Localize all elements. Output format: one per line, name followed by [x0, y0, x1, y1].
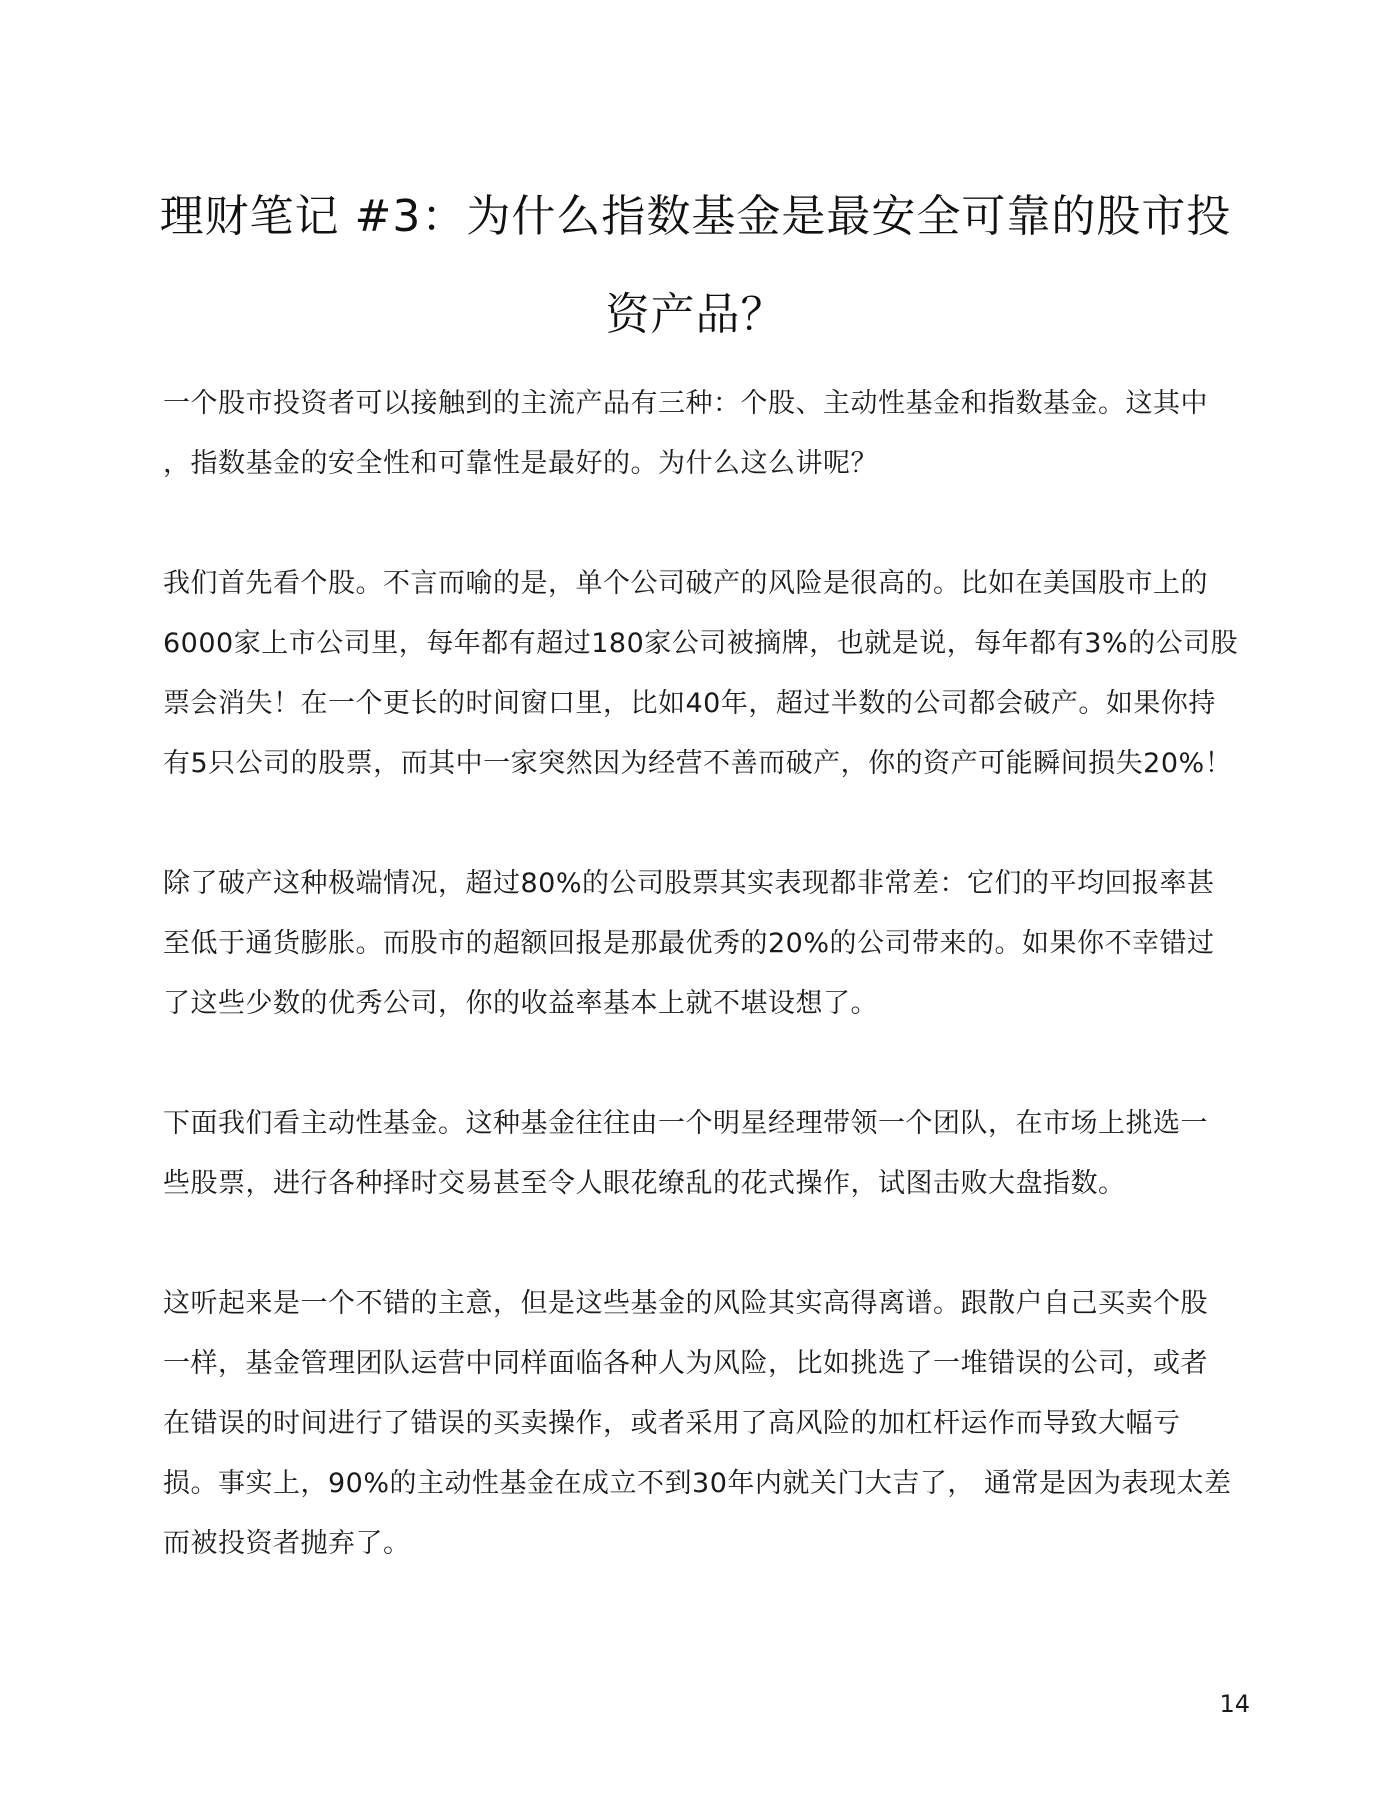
text-line: 除了破产这种极端情况，超过80%的公司股票其实表现都非常差：它们的平均回报率甚	[163, 868, 1215, 899]
title-line: 资产品？	[605, 289, 786, 340]
text-line: 下面我们看主动性基金。这种基金往往由一个明星经理带领一个团队，在市场上挑选一	[163, 1108, 1208, 1139]
page-number: 14	[1219, 1690, 1250, 1718]
paragraph-stock-returns	[163, 854, 1213, 1034]
text-line: 至低于通货膨胀。而股市的超额回报是那最优秀的20%的公司带来的。如果你不幸错过	[163, 928, 1215, 959]
paragraph-individual-stocks	[163, 554, 1239, 794]
text-line: 了这些少数的优秀公司，你的收益率基本上就不堪设想了。	[163, 988, 878, 1019]
text-line: 有5只公司的股票，而其中一家突然因为经营不善而破产，你的资产可能瞬间损失20%！	[163, 748, 1233, 779]
text-line: 一个股市投资者可以接触到的主流产品有三种：个股、主动性基金和指数基金。这其中	[163, 388, 1208, 419]
text-line: 在错误的时间进行了错误的买卖操作，或者采用了高风险的加杠杆运作而导致大幅亏	[163, 1408, 1181, 1439]
text-line: 一样，基金管理团队运营中同样面临各种人为风险，比如挑选了一堆错误的公司，或者	[163, 1348, 1208, 1379]
paragraph-intro	[163, 374, 1213, 494]
title-line: 理财笔记 #3：为什么指数基金是最安全可靠的股市投	[159, 191, 1232, 242]
text-line: 而被投资者抛弃了。	[163, 1528, 411, 1559]
paragraph-active-fund-risk	[163, 1274, 1232, 1574]
page-title	[150, 168, 1241, 364]
text-line: 这听起来是一个不错的主意，但是这些基金的风险其实高得离谱。跟散户自己买卖个股	[163, 1288, 1208, 1319]
text-line: 些股票，进行各种择时交易甚至令人眼花缭乱的花式操作，试图击败大盘指数。	[163, 1168, 1126, 1199]
article-body	[163, 374, 1239, 1634]
text-line: 我们首先看个股。不言而喻的是，单个公司破产的风险是很高的。比如在美国股市上的	[163, 568, 1208, 599]
text-line: 损。事实上，90%的主动性基金在成立不到30年内就关门大吉了， 通常是因为表现太差	[163, 1468, 1232, 1499]
paragraph-active-funds	[163, 1094, 1213, 1214]
text-line: 票会消失！在一个更长的时间窗口里，比如40年，超过半数的公司都会破产。如果你持	[163, 688, 1216, 719]
text-line: 6000家上市公司里，每年都有超过180家公司被摘牌，也就是说，每年都有3%的公司股	[163, 628, 1239, 659]
text-line: ，指数基金的安全性和可靠性是最好的。为什么这么讲呢？	[163, 448, 878, 479]
